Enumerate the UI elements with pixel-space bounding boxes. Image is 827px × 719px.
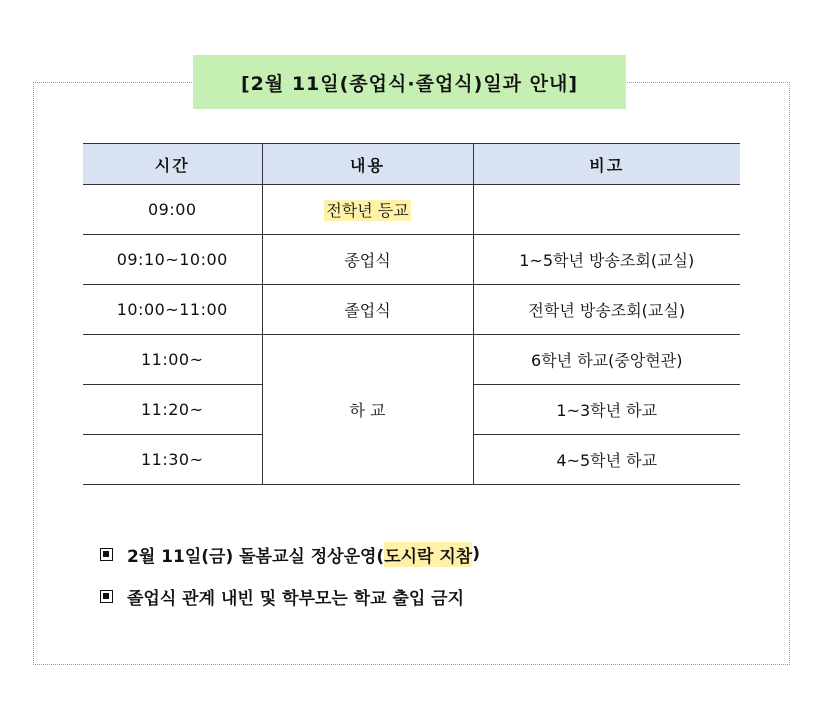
note-cell: 1~5학년 방송조회(교실) (473, 235, 740, 285)
content-cell: 졸업식 (262, 285, 473, 335)
note-cell: 6학년 하교(중앙현관) (473, 335, 740, 385)
header-content: 내용 (262, 144, 473, 185)
note-text: 졸업식 관계 내빈 및 학부모는 학교 출입 금지 (127, 588, 465, 609)
note-text-highlight: 도시락 지참 (384, 542, 472, 567)
time-cell: 10:00~11:00 (83, 285, 262, 335)
table-header-row (83, 144, 740, 185)
highlighted-content: 전학년 등교 (326, 201, 409, 220)
page-title: [2월 11일(종업식·졸업식)일과 안내] (193, 55, 626, 109)
time-cell: 09:00 (83, 185, 262, 235)
content-cell: 종업식 (262, 235, 473, 285)
note-cell (473, 185, 740, 235)
table-row (83, 335, 740, 385)
time-cell: 11:30~ (83, 435, 262, 485)
notes-section (100, 540, 480, 624)
note-text-prefix: 2월 11일(금) 돌봄교실 정상운영( (127, 546, 385, 567)
time-cell: 09:10~10:00 (83, 235, 262, 285)
content-cell-merged: 하 교 (262, 335, 473, 485)
header-note: 비고 (473, 144, 740, 185)
time-cell: 11:00~ (83, 335, 262, 385)
time-cell: 11:20~ (83, 385, 262, 435)
note-text-suffix: ) (472, 544, 481, 564)
filled-square-bullet-icon (100, 590, 113, 603)
table-row (83, 235, 740, 285)
note-cell: 1~3학년 하교 (473, 385, 740, 435)
table-row (83, 285, 740, 335)
note-cell: 전학년 방송조회(교실) (473, 285, 740, 335)
note-item-care-class (100, 540, 480, 568)
filled-square-bullet-icon (100, 548, 113, 561)
note-cell: 4~5학년 하교 (473, 435, 740, 485)
content-cell (262, 185, 473, 235)
note-item-entry-ban (100, 582, 480, 610)
schedule-table (83, 143, 740, 485)
table-row (83, 185, 740, 235)
header-time: 시간 (83, 144, 262, 185)
